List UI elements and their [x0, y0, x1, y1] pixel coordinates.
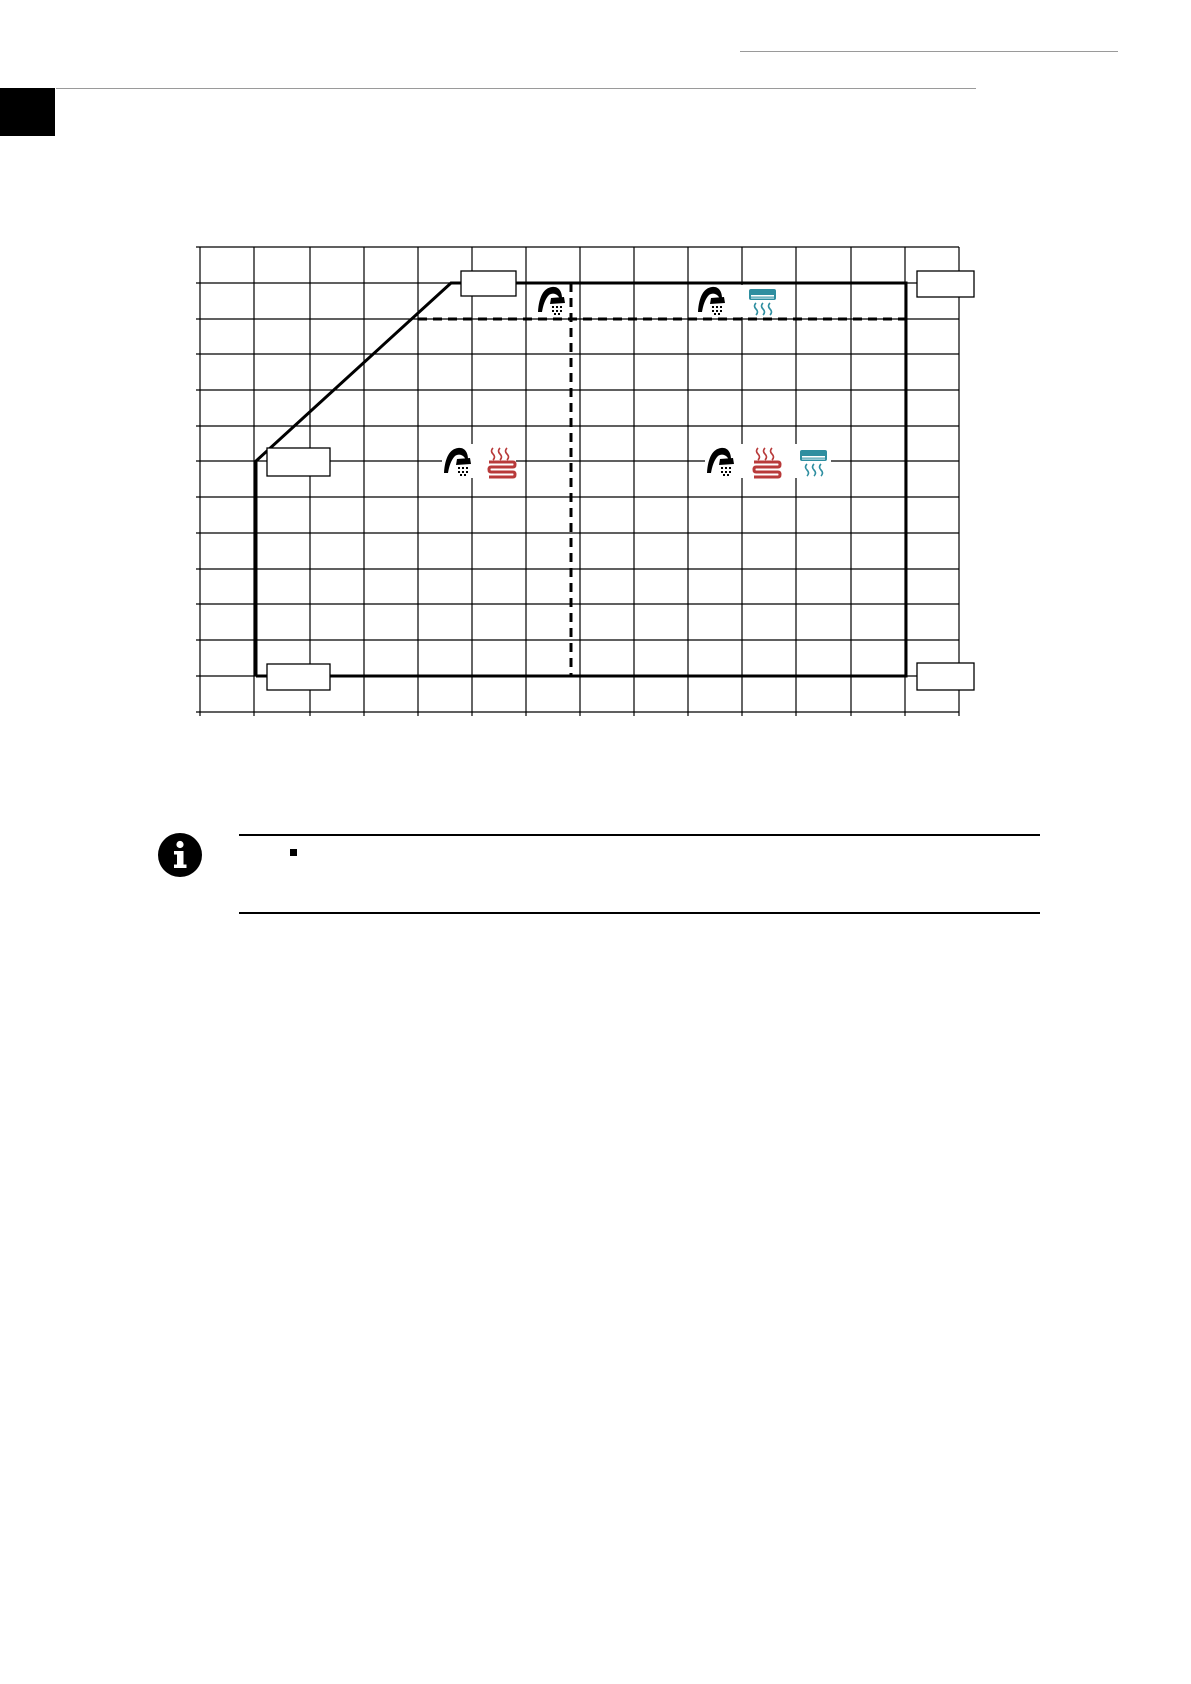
zone-label-top-left: [461, 271, 516, 296]
info-note: [0, 820, 1191, 920]
zone-hot-water-and-cooling: [696, 285, 780, 317]
zone-label-mid-left: [267, 448, 330, 476]
zone-label-bottom-left: [267, 664, 330, 690]
operating-envelope: [256, 283, 906, 676]
note-rule-bottom: [239, 912, 1040, 914]
zone-hot-water-only: [536, 285, 568, 317]
grid: [196, 247, 959, 716]
zone-label-bottom-right: [917, 663, 974, 690]
zone-hot-water-heating-and-cooling: [705, 444, 831, 478]
note-bullet: [290, 849, 297, 856]
info-icon: [158, 833, 202, 877]
note-rule-top: [239, 834, 1040, 836]
operating-range-diagram: [0, 0, 1191, 740]
zone-label-top-right: [917, 271, 974, 297]
zone-hot-water-and-heating: [442, 444, 516, 478]
